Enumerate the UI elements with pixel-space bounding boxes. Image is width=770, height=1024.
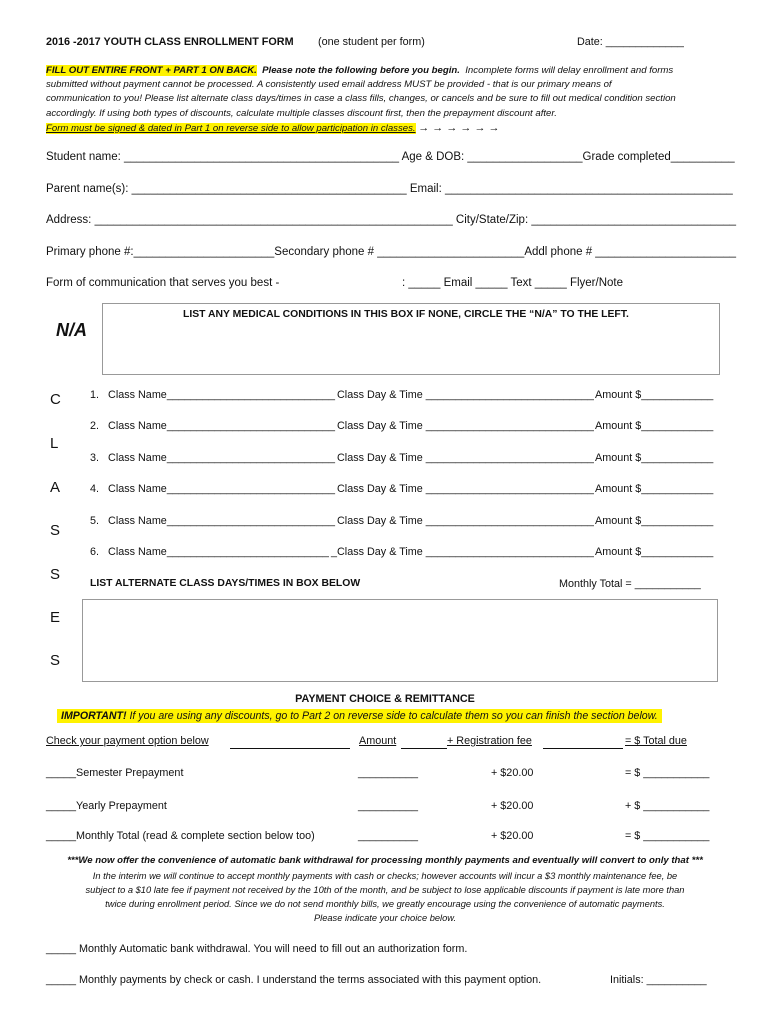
- class-day-1[interactable]: Class Day & Time ____________________________: [337, 389, 594, 401]
- class-day-4[interactable]: Class Day & Time ____________________________: [337, 483, 594, 495]
- medical-box-title: LIST ANY MEDICAL CONDITIONS IN THIS BOX IF NONE, CIRCLE THE “N/A” TO THE LEFT.: [183, 309, 629, 320]
- intro-signature-note: Form must be signed & dated in Part 1 on reverse side to allow participation in classes.: [46, 122, 416, 134]
- communication-options[interactable]: : _____ Email _____ Text _____ Flyer/Note: [402, 277, 623, 289]
- payment-header-option: Check your payment option below: [46, 735, 209, 747]
- payment-amount-semester[interactable]: __________: [358, 767, 419, 779]
- class-row-6[interactable]: 6. Class Name___________________________: [90, 546, 329, 558]
- parent-name-field[interactable]: Parent name(s): ___________________________________________ Email: _____________________________________________: [46, 183, 733, 195]
- payment-header-fee: + Registration fee: [447, 735, 532, 747]
- intro-instructions: [46, 64, 726, 136]
- medical-conditions-box[interactable]: [102, 303, 720, 375]
- class-day-3[interactable]: Class Day & Time ____________________________: [337, 452, 594, 464]
- bank-line4: Please indicate your choice below.: [313, 913, 457, 923]
- header-divider: [401, 748, 447, 749]
- class-row-5[interactable]: 5. Class Name____________________________: [90, 515, 335, 527]
- payment-header-amount: Amount: [359, 735, 397, 747]
- class-amount-4[interactable]: Amount $____________: [595, 483, 714, 495]
- intro-highlight: FILL OUT ENTIRE FRONT + PART 1 ON BACK.: [46, 65, 257, 76]
- header-divider: [230, 748, 350, 749]
- class-amount-3[interactable]: Amount $____________: [595, 452, 714, 464]
- alternate-times-box[interactable]: [82, 599, 718, 682]
- payment-title: PAYMENT CHOICE & REMITTANCE: [295, 693, 475, 705]
- intro-line1-tail: Incomplete forms will delay enrollment and forms: [465, 65, 674, 76]
- payment-total-yearly[interactable]: + $ ___________: [625, 800, 710, 812]
- classes-letter: A: [50, 479, 61, 496]
- phone-fields[interactable]: Primary phone #:______________________Secondary phone # _______________________Addl phone # ______________________: [46, 246, 736, 258]
- payment-total-semester[interactable]: = $ ___________: [625, 767, 710, 779]
- class-amount-5[interactable]: Amount $____________: [595, 515, 714, 527]
- class-row-1[interactable]: 1. Class Name____________________________: [90, 389, 335, 401]
- intro-bold-note: Please note the following before you begin.: [262, 65, 460, 76]
- alternate-title: LIST ALTERNATE CLASS DAYS/TIMES IN BOX BELOW: [90, 578, 361, 589]
- classes-letter: S: [50, 522, 61, 539]
- intro-line2: submitted without payment cannot be processed. A consistently used email address MUST be provided - that is our primary means of: [46, 79, 612, 91]
- class-amount-1[interactable]: Amount $____________: [595, 389, 714, 401]
- option-check-cash[interactable]: _____ Monthly payments by check or cash. I understand the terms associated with this payment option.: [46, 974, 542, 986]
- classes-letter: C: [50, 391, 61, 408]
- payment-option-semester[interactable]: _____Semester Prepayment: [46, 767, 184, 779]
- class-day-2[interactable]: Class Day & Time ____________________________: [337, 420, 594, 432]
- bank-headline: ***We now offer the convenience of automatic bank withdrawal for processing monthly payments and eventually will convert to only that ***: [67, 855, 703, 866]
- initials-field[interactable]: Initials: __________: [610, 974, 707, 986]
- class-amount-2[interactable]: Amount $____________: [595, 420, 714, 432]
- classes-letter: E: [50, 609, 61, 626]
- payment-amount-monthly[interactable]: __________: [358, 830, 419, 842]
- bank-line2: subject to a $10 late fee if payment not received by the 10th of the month, and be subject to lose applicable discounts if payment is late more than: [85, 885, 685, 895]
- classes-letter: S: [50, 566, 61, 583]
- address-field[interactable]: Address: ________________________________________________________ City/State/Zip: ________________________________: [46, 214, 737, 226]
- student-name-field[interactable]: Student name: ___________________________________________ Age & DOB: __________________Grade completed__________: [46, 151, 735, 163]
- form-title: 2016 -2017 YOUTH CLASS ENROLLMENT FORM: [46, 36, 294, 48]
- classes-letter: S: [50, 652, 61, 669]
- class-day-5[interactable]: Class Day & Time ____________________________: [337, 515, 594, 527]
- header-divider: [543, 748, 623, 749]
- class-day-6[interactable]: _Class Day & Time ____________________________: [331, 546, 594, 558]
- bank-line1: In the interim we will continue to accept monthly payments with cash or checks; however accounts will incur a $3 monthly maintenance fee, be: [92, 871, 678, 881]
- intro-line3: communication to you! Please list alternate class days/times in case a class fills, changes, or cancels and be sure to fill out medical condition section: [46, 93, 676, 105]
- payment-header-total: = $ Total due: [625, 735, 687, 747]
- classes-letter: L: [50, 435, 59, 452]
- arrow-icons: → → → → → →: [418, 121, 500, 134]
- payment-fee-semester: + $20.00: [491, 767, 534, 779]
- communication-label: Form of communication that serves you best -: [46, 277, 280, 289]
- medical-na-option[interactable]: N/A: [56, 320, 87, 340]
- payment-total-monthly[interactable]: = $ ___________: [625, 830, 710, 842]
- date-field[interactable]: Date: _____________: [577, 36, 684, 48]
- form-subtitle: (one student per form): [318, 36, 425, 48]
- payment-option-monthly[interactable]: _____Monthly Total (read & complete section below too): [46, 830, 315, 842]
- class-amount-6[interactable]: Amount $____________: [595, 546, 714, 558]
- payment-fee-yearly: + $20.00: [491, 800, 534, 812]
- payment-option-yearly[interactable]: _____Yearly Prepayment: [46, 800, 167, 812]
- monthly-total-field[interactable]: Monthly Total = ___________: [559, 578, 701, 590]
- payment-amount-yearly[interactable]: __________: [358, 800, 419, 812]
- payment-important-note: IMPORTANT! If you are using any discounts, go to Part 2 on reverse side to calculate them so you can finish the section below.: [57, 709, 662, 723]
- class-row-2[interactable]: 2. Class Name____________________________: [90, 420, 335, 432]
- class-row-3[interactable]: 3. Class Name____________________________: [90, 452, 335, 464]
- option-auto-withdrawal[interactable]: _____ Monthly Automatic bank withdrawal. You will need to fill out an authorization form.: [46, 943, 468, 955]
- bank-line3: twice during enrollment period. Since we do not send monthly bills, we greatly encourage using the convenience of automatic payments.: [105, 899, 665, 909]
- payment-fee-monthly: + $20.00: [491, 830, 534, 842]
- intro-line4: accordingly. If using both types of discounts, calculate multiple classes discount first, then the prepayment discount after.: [46, 107, 557, 119]
- class-row-4[interactable]: 4. Class Name____________________________: [90, 483, 335, 495]
